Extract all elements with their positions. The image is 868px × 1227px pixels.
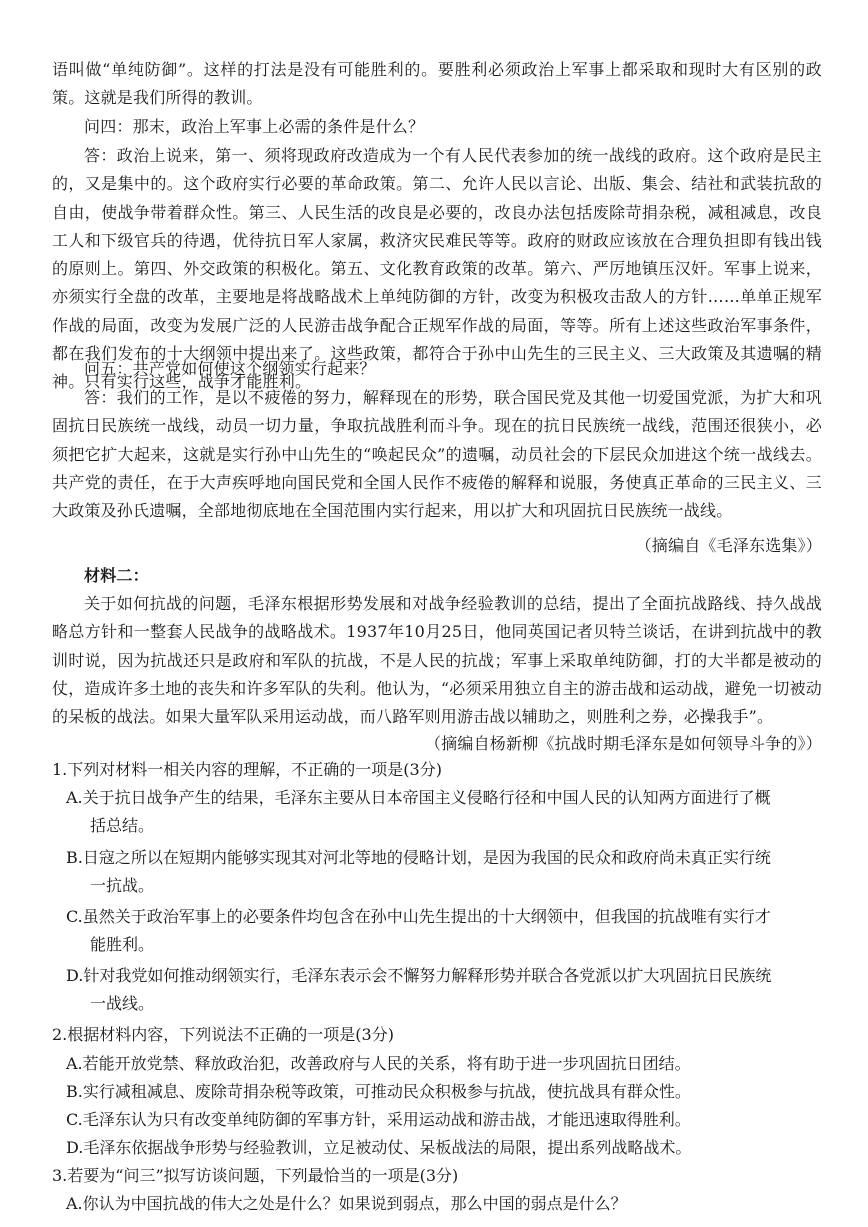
material2-heading: 材料二： [84, 566, 149, 585]
material1-paragraph-continuation: 语叫做“单纯防御”。这样的打法是没有可能胜利的。要胜利必须政治上军事上都采取和现时大有区别的政策。这就是我们所得的教训。 [52, 60, 822, 108]
question-1-stem: 1.下列对材料一相关内容的理解，不正确的一项是(3分) [52, 760, 442, 779]
material2-paragraph: 关于如何抗战的问题，毛泽东根据形势发展和对战争经验教训的总结，提出了全面抗战路线、持久战战略总方针和一整套人民战争的战略战术。1937年10月25日，他同英国记者贝特兰谈话，在讲到抗战中的教训时说，因为抗战还只是政府和军队的抗战，不是人民的抗战；军事上采取单纯防御，打的大半都是被动的仗，造成许多土地的丧失和许多军队的失利。他认为，“必须采用独立自主的游击战和运动战，避免一切被动的呆板的战法。如果大量军队采用运动战，而八路军则用游击战以辅助之，则胜利之券，必操我手”。 [52, 594, 822, 727]
answer4-paragraph: 答：政治上说来，第一、须将现政府改造成为一个有人民代表参加的统一战线的政府。这个政府是民主的，又是集中的。这个政府实行必要的革命政策。第二、允许人民以言论、出版、集会、结社和武装抗敌的自由，使战争带着群众性。第三、人民生活的改良是必要的，改良办法包括废除苛捐杂税，减租减息，改良工人和下级官兵的待遇，优待抗日军人家属，救济灾民难民等等。政府的财政应该放在合理负担即有钱出钱的原则上。第四、外交政策的积极化。第五、文化教育政策的改革。第六、严厉地镇压汉奸。军事上说来，亦须实行全盘的改革，主要地是将战略战术上单纯防御的方针，改变为积极攻击敌人的方针……单单正规军作战的局面，改变为发展广泛的人民游击战争配合正规军作战的局面，等等。所有上述这些政治军事条件，都在我们发布的十大纲领中提出来了。这些政策，都符合于孙中山先生的三民主义、三大政策及其遗嘱的精神。只有实行这些，战争才能胜利。 [52, 146, 822, 392]
question-2-option-d: D.毛泽东依据战争形势与经验教训，立足被动仗、呆板战法的局限，提出系列战略战术。 [66, 1138, 692, 1157]
question-1-option-d [66, 962, 826, 1018]
question-3-option-a: A.你认为中国抗战的伟大之处是什么？如果说到弱点，那么中国的弱点是什么？ [66, 1194, 627, 1213]
question-2-stem: 2.根据材料内容，下列说法不正确的一项是(3分) [52, 1025, 394, 1044]
question-3-stem: 3.若要为“问三”拟写访谈问题，下列最恰当的一项是(3分) [52, 1166, 459, 1185]
option-d-line1: D.针对我党如何推动纲领实行，毛泽东表示会不懈努力解释形势并联合各党派以扩大巩固抗日民族统 [66, 966, 772, 985]
option-b-line2: 一抗战。 [90, 876, 155, 895]
question-1-option-c [66, 903, 826, 959]
option-b-line1: B.日寇之所以在短期内能够实现其对河北等地的侵略计划，是因为我国的民众和政府尚未真正实行统 [66, 848, 771, 867]
option-a-line1: A.关于抗日战争产生的结果，毛泽东主要从日本帝国主义侵略行径和中国人民的认知两方面进行了概 [66, 788, 771, 807]
question5-heading: 问五：共产党如何使这个纲领实行起来？ [84, 359, 376, 378]
question-1-option-b [66, 844, 826, 900]
option-c-line1: C.虽然关于政治军事上的必要条件均包含在孙中山先生提出的十大纲领中，但我国的抗战唯有实行才 [66, 907, 771, 926]
option-c-line2: 能胜利。 [90, 935, 155, 954]
answer5-paragraph: 答：我们的工作，是以不疲倦的努力，解释现在的形势，联合国民党及其他一切爱国党派，为扩大和巩固抗日民族统一战线，动员一切力量，争取抗战胜利而斗争。现在的抗日民族统一战线，范围还很狭小，必须把它扩大起来，这就是实行孙中山先生的“唤起民众”的遗嘱，动员社会的下层民众加进这个统一战线去。共产党的责任，在于大声疾呼地向国民党和全国人民作不疲倦的解释和说服，务使真正革命的三民主义、三大政策及孙氏遗嘱，全部地彻底地在全国范围内实行起来，用以扩大和巩固抗日民族统一战线。 [52, 388, 822, 521]
question-2-option-b: B.实行减租减息、废除苛捐杂税等政策，可推动民众积极参与抗战，使抗战具有群众性。 [66, 1082, 691, 1101]
material1-source: （摘编自《毛泽东选集》） [635, 536, 822, 555]
question-1-option-a [66, 784, 826, 840]
question-2-option-c: C.毛泽东认为只有改变单纯防御的军事方针，采用运动战和游击战，才能迅速取得胜利。 [66, 1110, 691, 1129]
question-2-option-a: A.若能开放党禁、释放政治犯，改善政府与人民的关系，将有助于进一步巩固抗日团结。 [66, 1054, 691, 1073]
option-a-line2: 括总结。 [90, 816, 155, 835]
question4-heading: 问四：那末，政治上军事上必需的条件是什么？ [84, 117, 425, 136]
option-d-line2: 一战线。 [90, 994, 155, 1013]
material2-source: （摘编自杨新柳《抗战时期毛泽东是如何领导斗争的》） [424, 734, 822, 753]
